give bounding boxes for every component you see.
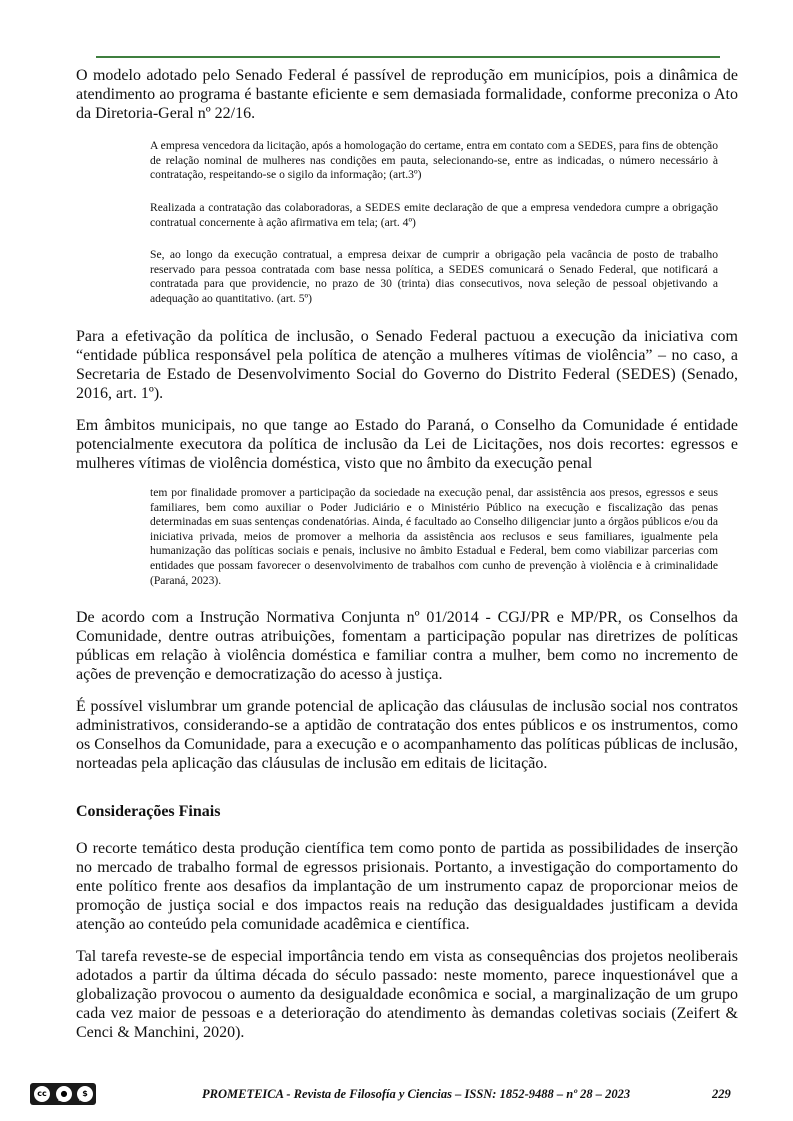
- cc-icon: cc: [33, 1085, 51, 1103]
- quote-art-3: A empresa vencedora da licitação, após a homologação do certame, entra em contato com a SEDES, para fins de obtenção de relação nominal de mulheres nas condições em pauta, selecionando-se, entre as indicadas, o número necessário à contratação, respeitando-se o sigilo da informação; (art.3º): [150, 139, 718, 182]
- quote-art-4: Realizada a contratação das colaboradoras, a SEDES emite declaração de que a empresa vendedora cumpre a obrigação contratual concernente à ação afirmativa em tela; (art. 4º): [150, 201, 718, 229]
- paragraph-tal-tarefa: Tal tarefa reveste-se de especial importância tendo em vista as consequências dos projetos neoliberais adotados a partir da última década do século passado: neste momento, parece inquestionável que a globalização provocou o aumento da desigualdade econômica e social, a marginalização de um grupo cada vez maior de pessoas e a deterioração do atendimento às demandas coletivas sociais (Zeifert & Cenci & Manchini, 2020).: [76, 948, 738, 1041]
- page-footer: [0, 1083, 793, 1107]
- paragraph-inclusion-policy: Para a efetivação da política de inclusão, o Senado Federal pactuou a execução da iniciativa com “entidade pública responsável pela política de atenção a mulheres vítimas de violência” – no caso, a Secretaria de Estado de Desenvolvimento Social do Governo do Distrito Federal (SEDES) (Senado, 2016, art. 1º).: [76, 328, 738, 402]
- journal-citation: PROMETEICA - Revista de Filosofía y Ciencias – ISSN: 1852-9488 – nº 28 – 2023: [202, 1087, 631, 1101]
- quote-art-5: Se, ao longo da execução contratual, a empresa deixar de cumprir a obrigação pela vacância de posto de trabalho reservado para pessoa contratada com base nessa política, a SEDES comunicará o Senado Federal, que notificará a contratada para que providencie, no prazo de 30 (trinta) dias consecutivos, nova seleção de pessoal objetivando a adequação ao quantitativo. (art. 5º): [150, 248, 718, 305]
- nc-label: NC: [79, 1097, 87, 1103]
- nc-icon: $: [76, 1085, 94, 1103]
- header-rule: [96, 56, 720, 58]
- paragraph-municipal-scope: Em âmbitos municipais, no que tange ao Estado do Paraná, o Conselho da Comunidade é entidade potencialmente executora da política de inclusão da Lei de Licitações, nos dois recortes: egressos e mulheres vítimas de violência doméstica, visto que no âmbito da execução penal: [76, 417, 738, 472]
- paragraph-recorte-tematico: O recorte temático desta produção científica tem como ponto de partida as possibilidades de inserção no mercado de trabalho formal de egressos prisionais. Portanto, a investigação do comportamento do ente político frente aos desafios da implantação de um instrumento capaz de proporcionar meios de promoção de justiça social e dos impactos reais na redução das desigualdades justificam a devida atenção ao conteúdo pela comunidade acadêmica e científica.: [76, 840, 738, 933]
- by-label: BY: [58, 1097, 65, 1103]
- paragraph-instrucao-normativa: De acordo com a Instrução Normativa Conjunta nº 01/2014 - CGJ/PR e MP/PR, os Conselhos da Comunidade, dentre outras atribuições, fomentam a participação popular nas diretrizes de políticas públicas em relação à violência doméstica e familiar contra a mulher, bem como no incremento de ações de prevenção e democratização do acesso à justiça.: [76, 609, 738, 683]
- section-heading: Considerações Finais: [76, 803, 221, 820]
- quote-conselho-finalidade: tem por finalidade promover a participação da sociedade na execução penal, dar assistência aos presos, egressos e seus familiares, bem como auxiliar o Poder Judiciário e o Ministério Público na execução e fiscalização das penas determinadas em suas sentenças condenatórias. Ainda, é facultado ao Conselho diligenciar junto a órgãos públicos e/ou da iniciativa privada, meios de promover a melhoria da assistência aos reclusos e seus familiares, igualmente pela humanização das políticas sociais e penais, inclusive no âmbito Estadual e Federal, bem como viabilizar parcerias com entidades que possam favorecer o desenvolvimento de trabalhos com cunho de prevenção à violência e à criminalidade (Paraná, 2023).: [150, 486, 718, 587]
- paragraph-senado-model: O modelo adotado pelo Senado Federal é passível de reprodução em municípios, pois a dinâmica de atendimento ao programa é bastante eficiente e sem demasiada formalidade, conforme preconiza o Ato da Diretoria-Geral nº 22/16.: [76, 67, 738, 122]
- by-icon: ●: [55, 1085, 73, 1103]
- page-number: 229: [712, 1087, 731, 1101]
- paragraph-potencial-aplicacao: É possível vislumbrar um grande potencial de aplicação das cláusulas de inclusão social nos contratos administrativos, considerando-se a aptidão de contratação dos entes públicos e os instrumentos, como os Conselhos da Comunidade, para a execução e o acompanhamento das políticas públicas de inclusão, norteadas pela aplicação das cláusulas de inclusão em editais de licitação.: [76, 698, 738, 772]
- creative-commons-badge: [30, 1083, 96, 1105]
